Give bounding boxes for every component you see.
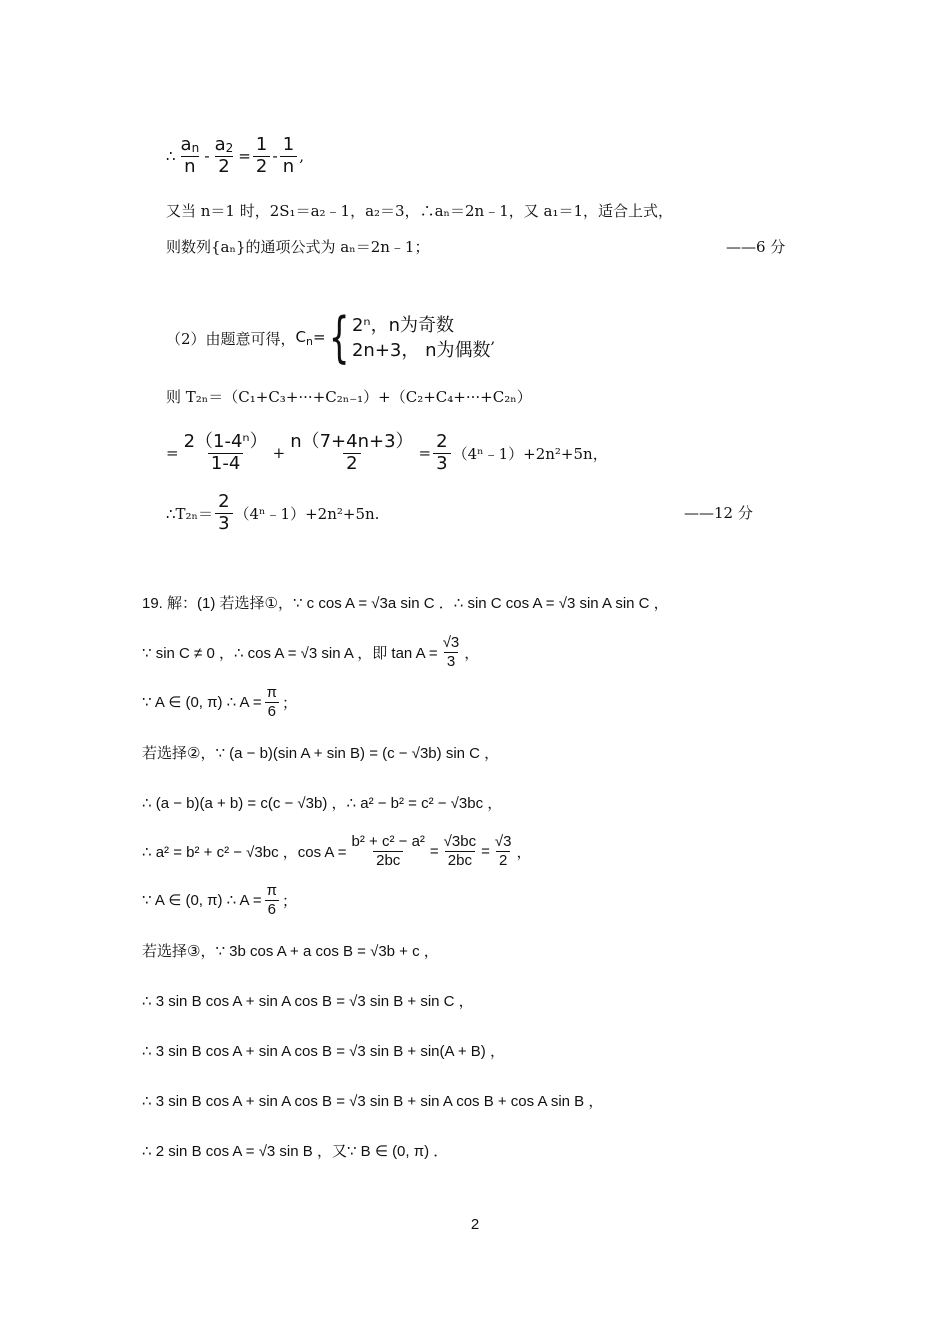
solution-line-1: 19. 解：(1) 若选择①，∵ c cos A = √3a sin C ．∴ sin C cos A = √3 sin A sin C ， <box>142 594 669 612</box>
fraction-pi-over-6: $\frac{\pi}{6}$ <box>266 881 277 918</box>
fraction-pi-over-6: $\frac{\pi}{6}$ <box>266 683 277 720</box>
solution-line-10: ∴ 3 sin B cos A + sin A cos B = √3 sin B + sin(A + B) ， <box>142 1042 505 1060</box>
fraction-2-over-3: $\frac{2}{3}$ <box>215 493 232 534</box>
solution-line-2: ∵ sin C ≠ 0 ，∴ cos A = √3 sin A ，即 tan A = $\frac{√3}{3}$ ， <box>142 633 480 670</box>
solution-line-9: ∴ 3 sin B cos A + sin A cos B = √3 sin B + sin C ， <box>142 992 474 1010</box>
fraction-sqrt3-over-3: $\frac{√3}{3}$ <box>442 633 460 670</box>
fraction-an-over-n: $\frac{an}{n}$ <box>180 133 200 177</box>
formula-line-7: ∴T₂ₙ＝ $\frac{2}{3}$ （4ⁿ﹣1）+2n²+5n. <box>166 490 380 534</box>
solution-line-4: 若选择②，∵ (a − b)(sin A + sin B) = (c − √3b) sin C ， <box>142 744 500 762</box>
formula-line-1: ∴ $\frac{an}{n}$ - $\frac{a2}{2}$ = $\frac{1}{2}$ - $\frac{1}{n}$ , <box>166 133 304 177</box>
solution-line-5: ∴ (a − b)(a + b) = c(c − √3b) ，∴ a² − b² = c² − √3bc ， <box>142 794 503 812</box>
piecewise-line: （2）由题意可得， $C_n=$ { 2ⁿ，n为奇数 2n+3， n为偶数 , <box>166 306 496 369</box>
score-6: ——6 分 <box>726 238 786 256</box>
fraction-1-over-2: $\frac{1}{2}$ <box>253 136 270 177</box>
fraction-a2-over-2: $\frac{a2}{2}$ <box>214 133 234 177</box>
text-line-3: 则数列{aₙ}的通项公式为 aₙ＝2n﹣1； <box>166 237 430 256</box>
solution-line-8: 若选择③，∵ 3b cos A + a cos B = √3b + c ， <box>142 942 439 960</box>
score-12: ——12 分 <box>684 504 753 522</box>
case-odd: 2ⁿ，n为奇数 <box>351 314 454 336</box>
page-number: 2 <box>470 1216 480 1233</box>
case-even: 2n+3， n为偶数 <box>351 340 491 361</box>
solution-line-6: ∴ a² = b² + c² − √3bc ，cos A = $\frac{\text{b² + c² − a²}}{2bc}$ = $\frac{√3bc}{2bc}$ = $\frac{√3}{2}$ ， <box>142 832 532 869</box>
fraction-cosine-rule: $\frac{\text{b² + c² − a²}}{2bc}$ <box>351 832 425 869</box>
text-line-5: 则 T₂ₙ＝（C₁+C₃+···+C₂ₙ₋₁）+（C₂+C₄+···+C₂ₙ） <box>166 387 532 406</box>
therefore-symbol: ∴ <box>166 147 176 165</box>
text-line-2: 又当 n＝1 时，2S₁＝a₂﹣1，a₂＝3，∴aₙ＝2n﹣1，又 a₁＝1，适合上式， <box>166 201 674 220</box>
solution-line-3: ∵ A ∈ (0, π) ∴ A = $\frac{\pi}{6}$ ； <box>142 683 298 720</box>
fraction-arith-sum: $\frac{n(7+4n+3)}{2}$ <box>290 430 414 474</box>
solution-line-12: ∴ 2 sin B cos A = √3 sin B ，又∵ B ∈ (0, π) ． <box>142 1142 449 1160</box>
solution-line-11: ∴ 3 sin B cos A + sin A cos B = √3 sin B + sin A cos B + cos A sin B ， <box>142 1092 604 1110</box>
formula-line-6: = $\frac{\text{2（1-4ⁿ）}}{1-4}$ + $\frac{n(7+4n+3)}{2}$ = $\frac{2}{3}$ （4ⁿ﹣1）+2n²+5n， <box>166 430 608 474</box>
fraction-2-over-3: $\frac{2}{3}$ <box>433 433 450 474</box>
fraction-sqrt3-over-2: $\frac{√3}{2}$ <box>494 832 512 869</box>
piecewise-brace: { 2ⁿ，n为奇数 2n+3， n为偶数 <box>328 306 491 369</box>
fraction-1-over-n: $\frac{1}{n}$ <box>280 136 297 177</box>
fraction-sqrt3bc-over-2bc: $\frac{√3bc}{2bc}$ <box>443 832 477 869</box>
fraction-geo-sum: $\frac{\text{2（1-4ⁿ）}}{1-4}$ <box>183 430 268 474</box>
solution-line-7: ∵ A ∈ (0, π) ∴ A = $\frac{\pi}{6}$ ； <box>142 881 298 918</box>
